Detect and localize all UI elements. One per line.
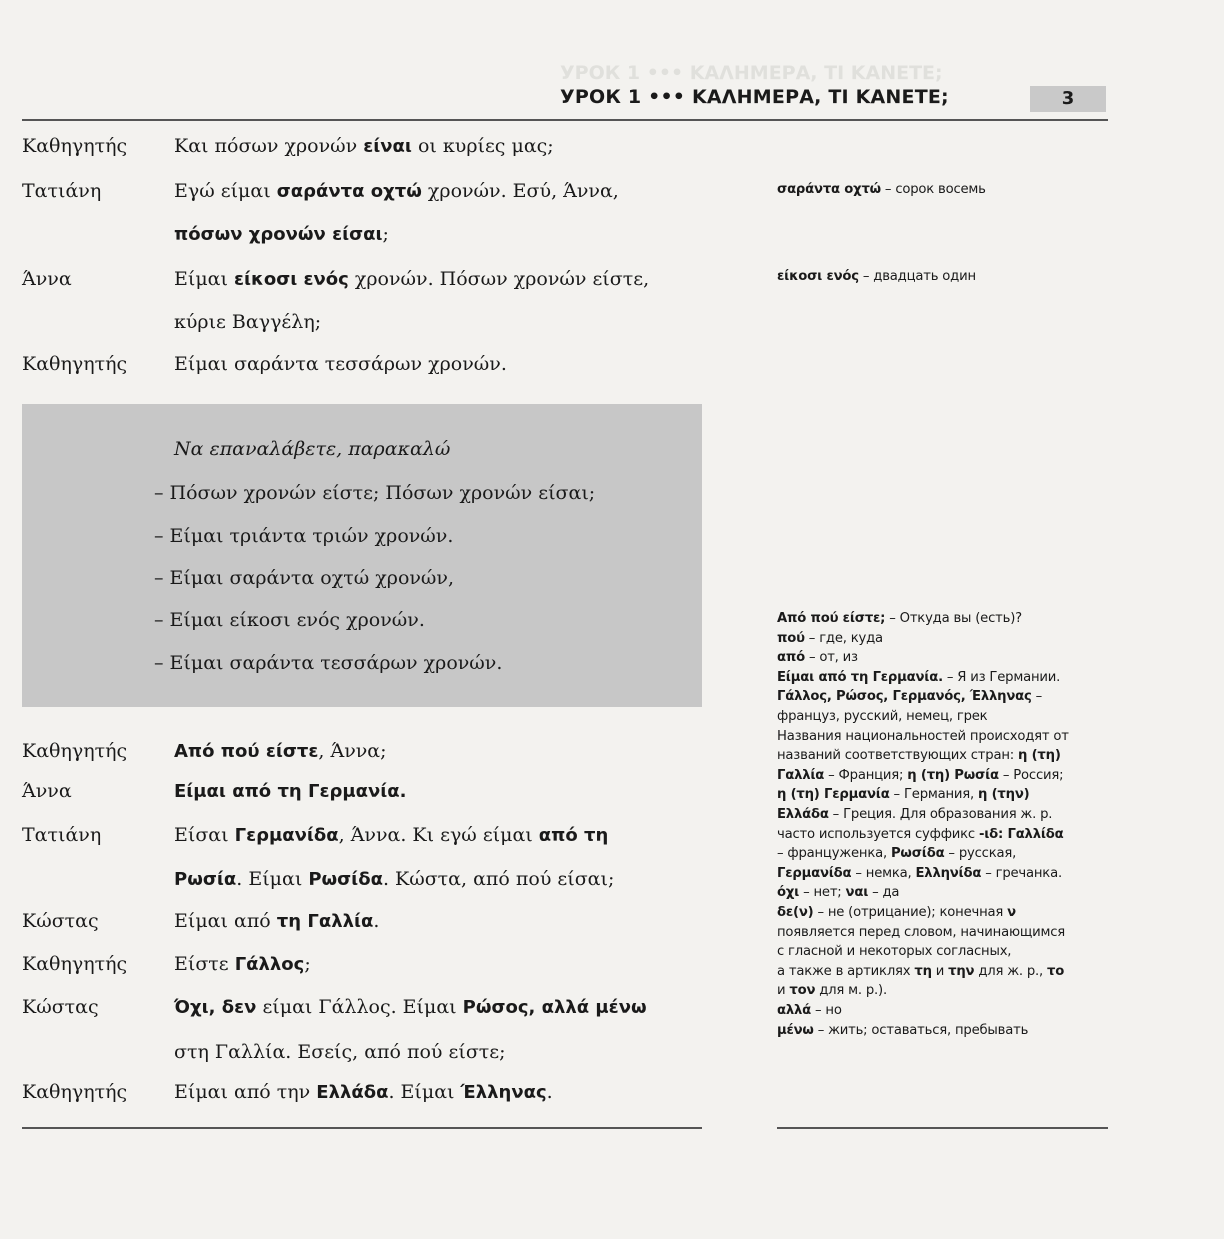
text-run: француз, русский, немец, грек bbox=[777, 709, 988, 724]
text-run: появляется перед словом, начинающимся bbox=[777, 924, 1065, 940]
glossary-entry bbox=[777, 905, 1016, 920]
speaker-name: Άννα bbox=[22, 268, 72, 290]
glossary-entry bbox=[777, 269, 976, 284]
text-run: είμαι Γάλλος. Είμαι bbox=[256, 996, 463, 1018]
bold-term: Ρώσος, αλλά μένω bbox=[462, 997, 647, 1018]
glossary-entry bbox=[777, 611, 1022, 626]
glossary-entry bbox=[777, 709, 987, 724]
glossary-entry bbox=[777, 689, 1042, 704]
dialogue-line bbox=[174, 910, 379, 932]
bold-term: όχι bbox=[777, 885, 800, 901]
bold-term: η (τη) bbox=[1018, 748, 1061, 764]
glossary-entry bbox=[777, 748, 1061, 763]
glossary-entry bbox=[777, 944, 1011, 959]
text-run: для ж. р., bbox=[974, 963, 1048, 979]
bold-term: ν bbox=[1007, 905, 1016, 920]
text-run: – немка, bbox=[851, 865, 916, 881]
bold-term: είναι bbox=[363, 136, 412, 157]
dialogue-line bbox=[174, 1081, 553, 1103]
bold-term: Είμαι από τη Γερμανία. bbox=[777, 669, 943, 685]
speaker-name: Κώστας bbox=[22, 996, 99, 1018]
bold-term: Από πού είστε; bbox=[777, 611, 886, 626]
glossary-entry bbox=[777, 846, 1016, 861]
header-rule bbox=[22, 119, 1108, 121]
text-run: Είμαι bbox=[174, 268, 234, 290]
text-run: . Είμαι bbox=[236, 868, 309, 890]
bold-term: σαράντα οχτώ bbox=[777, 182, 881, 197]
text-run: οι κυρίες μας; bbox=[411, 135, 554, 157]
bold-term: Γερμανίδα bbox=[234, 825, 339, 846]
text-run: – Германия, bbox=[889, 787, 979, 803]
text-run: Είμαι από την bbox=[174, 1081, 317, 1103]
bold-term: από bbox=[777, 650, 805, 666]
glossary-entry bbox=[777, 885, 899, 900]
text-run: – нет; bbox=[799, 885, 846, 901]
bold-term: τη bbox=[914, 963, 932, 979]
bold-term: Είμαι από τη Γερμανία. bbox=[174, 781, 407, 802]
bold-term: μένω bbox=[777, 1022, 814, 1038]
bold-term: Ρωσίδα bbox=[890, 846, 945, 862]
bold-term: Ελλάδα bbox=[316, 1082, 389, 1103]
text-run: и bbox=[931, 963, 949, 979]
text-run: – француженка, bbox=[777, 846, 891, 862]
glossary-entry bbox=[777, 631, 883, 646]
text-run: – где, куда bbox=[804, 630, 883, 646]
exercise-line: – Είμαι είκοσι ενός χρονών. bbox=[154, 609, 425, 631]
text-run: – Франция; bbox=[824, 767, 908, 783]
speaker-name: Καθηγητής bbox=[22, 740, 128, 762]
text-run: . Κώστα, από πού είσαι; bbox=[382, 868, 615, 890]
bold-term: Γάλλος bbox=[234, 954, 305, 975]
text-run: с гласной и некоторых согласных, bbox=[777, 944, 1012, 960]
page-number: 3 bbox=[1030, 86, 1106, 112]
glossary-entry bbox=[777, 1023, 1028, 1038]
text-run: Είμαι σαράντα τεσσάρων χρονών. bbox=[174, 353, 507, 375]
right-bottom-rule bbox=[777, 1127, 1108, 1129]
bold-term: η (τη) Ρωσία bbox=[907, 767, 999, 783]
bold-term: Γαλλία bbox=[777, 767, 825, 783]
exercise-instruction: Να επαναλάβετε, παρακαλώ bbox=[174, 438, 451, 460]
dialogue-line bbox=[174, 740, 387, 762]
dialogue-line bbox=[174, 311, 321, 333]
text-run: для м. р.). bbox=[815, 983, 887, 999]
bold-term: Ελλάδα bbox=[777, 807, 829, 822]
dialogue-line bbox=[174, 780, 406, 802]
speaker-name: Άννα bbox=[22, 780, 72, 802]
text-run: – жить; оставаться, пребывать bbox=[813, 1022, 1029, 1038]
text-run: κύριε Βαγγέλη; bbox=[174, 311, 322, 333]
exercise-line: – Πόσων χρονών είστε; Πόσων χρονών είσαι; bbox=[154, 482, 596, 504]
text-run: Είστε bbox=[174, 953, 235, 975]
speaker-name: Καθηγητής bbox=[22, 353, 128, 375]
text-run: – Откуда вы (есть)? bbox=[885, 611, 1022, 626]
dialogue-line bbox=[174, 268, 649, 290]
text-run: ; bbox=[304, 953, 311, 975]
dialogue-line bbox=[174, 953, 311, 975]
exercise-line: – Είμαι σαράντα οχτώ χρονών, bbox=[154, 567, 455, 589]
glossary-entry bbox=[777, 787, 1029, 802]
bold-term: η (τη) Γερμανία bbox=[777, 787, 890, 803]
bold-term: από τη bbox=[538, 825, 609, 846]
text-run: Είμαι από bbox=[174, 910, 277, 932]
text-run: – bbox=[1031, 689, 1042, 705]
glossary-entry bbox=[777, 650, 858, 665]
text-run: названий соответствующих стран: bbox=[777, 748, 1019, 764]
glossary-entry bbox=[777, 182, 986, 197]
bold-term: τη Γαλλία bbox=[276, 911, 374, 932]
text-run: Είσαι bbox=[174, 824, 235, 846]
dialogue-line bbox=[174, 223, 389, 245]
text-run: – да bbox=[868, 885, 900, 901]
glossary-entry bbox=[777, 827, 1064, 842]
bold-term: Ρωσία bbox=[174, 869, 237, 890]
text-run: – Греция. Для образования ж. р. bbox=[828, 807, 1053, 822]
glossary-entry bbox=[777, 866, 1062, 881]
bold-term: Γερμανίδα bbox=[777, 865, 852, 881]
dialogue-line bbox=[174, 868, 614, 890]
text-run: χρονών. Εσύ, Άννα, bbox=[421, 180, 619, 202]
text-run: . bbox=[373, 910, 380, 932]
text-run: ; bbox=[382, 223, 389, 245]
glossary-entry bbox=[777, 983, 887, 998]
bold-term: την bbox=[948, 963, 975, 979]
bold-term: δε(ν) bbox=[777, 905, 814, 920]
glossary-entry bbox=[777, 768, 1063, 783]
bold-term: σαράντα οχτώ bbox=[276, 181, 422, 202]
text-run: Εγώ είμαι bbox=[174, 180, 277, 202]
bold-term: Από πού είστε bbox=[174, 741, 319, 762]
bold-term: είκοσι ενός bbox=[234, 269, 349, 290]
running-header-title: УРОК 1 ••• ΚΑΛΗΜΕΡΑ, ΤΙ ΚΑΝΕΤΕ; bbox=[560, 86, 949, 108]
text-run: – двадцать один bbox=[858, 269, 976, 284]
glossary-entry bbox=[777, 925, 1065, 940]
speaker-name: Καθηγητής bbox=[22, 953, 128, 975]
glossary-entry bbox=[777, 964, 1064, 979]
bold-term: Όχι, δεν bbox=[174, 997, 257, 1018]
glossary-entry bbox=[777, 729, 1069, 744]
text-run: – сорок восемь bbox=[880, 182, 986, 197]
bold-term: τον bbox=[789, 983, 816, 999]
bold-term: ναι bbox=[845, 885, 869, 901]
bold-term: Έλληνας bbox=[460, 1082, 547, 1103]
text-run: – Россия; bbox=[998, 767, 1064, 783]
exercise-line: – Είμαι σαράντα τεσσάρων χρονών. bbox=[154, 652, 503, 674]
left-bottom-rule bbox=[22, 1127, 702, 1129]
dialogue-line bbox=[174, 1041, 506, 1063]
speaker-name: Καθηγητής bbox=[22, 135, 128, 157]
speaker-name: Κώστας bbox=[22, 910, 99, 932]
bold-term: αλλά bbox=[777, 1003, 812, 1018]
text-run: στη Γαλλία. Εσείς, από πού είστε; bbox=[174, 1041, 506, 1063]
bold-term: πού bbox=[777, 630, 805, 646]
text-run: часто используется суффикс bbox=[777, 826, 979, 842]
exercise-line: – Είμαι τριάντα τριών χρονών. bbox=[154, 525, 454, 547]
text-run: Και πόσων χρονών bbox=[174, 135, 364, 157]
speaker-name: Καθηγητής bbox=[22, 1081, 128, 1103]
bold-term: Γάλλος, Ρώσος, Γερμανός, Έλληνας bbox=[777, 689, 1032, 705]
glossary-entry bbox=[777, 670, 1060, 685]
bold-term: Ελληνίδα bbox=[915, 865, 982, 881]
dialogue-line bbox=[174, 824, 608, 846]
bold-term: Ρωσίδα bbox=[308, 869, 383, 890]
bleed-through-text: УРОК 1 ••• ΚΑΛΗΜΕΡΑ, ΤΙ ΚΑΝΕΤΕ; bbox=[560, 62, 943, 84]
bold-term: πόσων χρονών είσαι bbox=[174, 224, 383, 245]
text-run: , Άννα; bbox=[318, 740, 387, 762]
dialogue-line bbox=[174, 135, 554, 157]
speaker-name: Τατιάνη bbox=[22, 824, 102, 846]
text-run: . bbox=[546, 1081, 553, 1103]
text-run: – Я из Германии. bbox=[942, 669, 1061, 685]
dialogue-line bbox=[174, 353, 507, 375]
text-run: χρονών. Πόσων χρονών είστε, bbox=[348, 268, 650, 290]
text-run: – русская, bbox=[944, 846, 1017, 862]
dialogue-line bbox=[174, 180, 619, 202]
text-run: . Είμαι bbox=[388, 1081, 461, 1103]
bold-term: είκοσι ενός bbox=[777, 269, 859, 284]
dialogue-line bbox=[174, 996, 647, 1018]
bold-term: η (την) bbox=[978, 787, 1030, 803]
glossary-entry bbox=[777, 1003, 842, 1018]
text-run: , Άννα. Κι εγώ είμαι bbox=[338, 824, 539, 846]
text-run: – гречанка. bbox=[981, 865, 1062, 881]
text-run: – не (отрицание); конечная bbox=[813, 905, 1008, 920]
glossary-entry bbox=[777, 807, 1052, 822]
text-run: и bbox=[777, 983, 790, 999]
bold-term: -ιδ: Γαλλίδα bbox=[978, 826, 1064, 842]
speaker-name: Τατιάνη bbox=[22, 180, 102, 202]
text-run: а также в артиклях bbox=[777, 963, 915, 979]
text-run: – но bbox=[811, 1003, 842, 1018]
text-run: – от, из bbox=[804, 650, 858, 666]
text-run: Названия национальностей происходят от bbox=[777, 728, 1069, 744]
bold-term: το bbox=[1047, 963, 1065, 979]
